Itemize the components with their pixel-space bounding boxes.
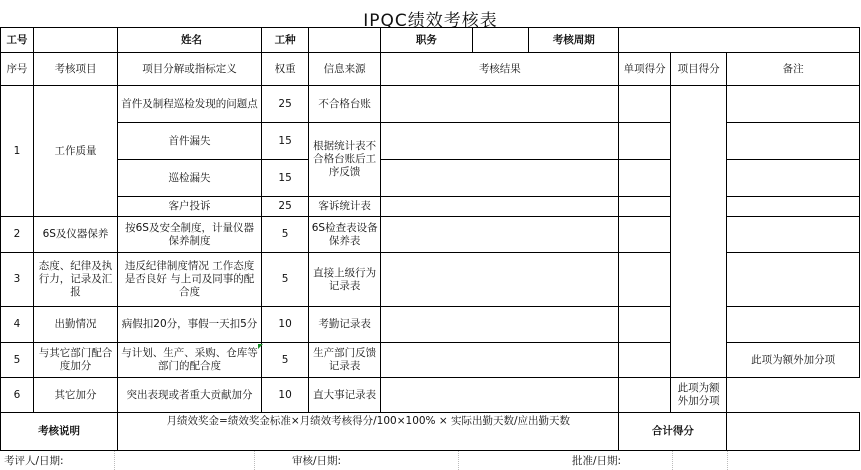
single-score-cell[interactable] bbox=[619, 343, 670, 378]
assessment-item: 其它加分 bbox=[33, 378, 117, 413]
job-type-value[interactable] bbox=[309, 28, 381, 53]
result-cell[interactable] bbox=[381, 86, 619, 123]
result-cell[interactable] bbox=[381, 307, 619, 343]
weight-value: 5 bbox=[261, 253, 308, 307]
table-row bbox=[1, 217, 860, 253]
reviewer-signature: 审核/日期: bbox=[292, 455, 342, 467]
footer-gridline bbox=[458, 451, 459, 470]
weight-value: 15 bbox=[261, 160, 308, 197]
weight-value: 5 bbox=[261, 217, 308, 253]
item-score-cell[interactable] bbox=[670, 86, 727, 378]
cell-comment-marker bbox=[258, 344, 263, 349]
weight-value: 5 bbox=[261, 343, 308, 378]
summary-formula: 月绩效奖金=绩效奖金标准×月绩效考核得分/100×100% × 实际出勤天数/应出勤天数 bbox=[118, 413, 619, 451]
info-source: 6S检查表设备保养表 bbox=[309, 217, 381, 253]
period-value[interactable] bbox=[619, 28, 860, 53]
info-source: 考勤记录表 bbox=[309, 307, 381, 343]
assessment-item: 态度、纪律及执行力，记录及汇报 bbox=[33, 253, 117, 307]
summary-row bbox=[1, 413, 860, 451]
result-cell[interactable] bbox=[381, 378, 619, 413]
indicator-definition: 与计划、生产、采购、仓库等部门的配合度 bbox=[118, 343, 262, 378]
result-cell[interactable] bbox=[381, 253, 619, 307]
result-cell[interactable] bbox=[381, 197, 619, 217]
col-header-definition: 项目分解或指标定义 bbox=[118, 53, 262, 86]
footer-gridline bbox=[727, 451, 728, 470]
info-source: 根据统计表不合格台账后工序反馈 bbox=[309, 123, 381, 197]
result-cell[interactable] bbox=[381, 123, 619, 160]
footer-gridline bbox=[254, 451, 255, 470]
position-label: 职务 bbox=[381, 28, 472, 53]
note-cell bbox=[727, 86, 860, 123]
note-cell: 此项为额外加分项 bbox=[670, 378, 727, 413]
weight-value: 10 bbox=[261, 307, 308, 343]
info-source: 生产部门反馈记录表 bbox=[309, 343, 381, 378]
name-label: 姓名 bbox=[118, 28, 262, 53]
single-score-cell[interactable] bbox=[619, 160, 670, 197]
result-cell[interactable] bbox=[381, 217, 619, 253]
info-source: 直大事记录表 bbox=[309, 378, 381, 413]
indicator-definition: 巡检漏失 bbox=[118, 160, 262, 197]
note-cell bbox=[727, 253, 860, 307]
table-row bbox=[1, 197, 860, 217]
job-type-label: 工种 bbox=[261, 28, 308, 53]
weight-value: 15 bbox=[261, 123, 308, 160]
note-cell bbox=[727, 217, 860, 253]
weight-value: 25 bbox=[261, 197, 308, 217]
note-cell: 此项为额外加分项 bbox=[727, 343, 860, 378]
indicator-definition: 突出表现或者重大贡献加分 bbox=[118, 378, 262, 413]
result-cell[interactable] bbox=[381, 343, 619, 378]
note-cell bbox=[727, 307, 860, 343]
table-row bbox=[1, 123, 860, 160]
total-score-label: 合计得分 bbox=[619, 413, 727, 451]
col-header-note: 备注 bbox=[727, 53, 860, 86]
employee-id-label: 工号 bbox=[1, 28, 34, 53]
single-score-cell[interactable] bbox=[619, 378, 670, 413]
footer-gridline bbox=[672, 451, 673, 470]
row-number: 6 bbox=[1, 378, 34, 413]
indicator-definition: 首件及制程巡检发现的问题点 bbox=[118, 86, 262, 123]
header-info-row bbox=[1, 28, 860, 53]
single-score-cell[interactable] bbox=[619, 197, 670, 217]
indicator-definition: 按6S及安全制度，计量仪器保养制度 bbox=[118, 217, 262, 253]
assessment-item: 与其它部门配合度加分 bbox=[33, 343, 117, 378]
row-number: 3 bbox=[1, 253, 34, 307]
result-cell[interactable] bbox=[381, 160, 619, 197]
table-row bbox=[1, 307, 860, 343]
table-row bbox=[1, 378, 860, 413]
row-number: 5 bbox=[1, 343, 34, 378]
table-row bbox=[1, 253, 860, 307]
sheet-title: IPQC绩效考核表 bbox=[363, 11, 498, 31]
note-cell bbox=[727, 160, 860, 197]
row-number: 1 bbox=[1, 86, 34, 217]
assessor-signature: 考评人/日期: bbox=[4, 455, 64, 467]
info-source: 客诉统计表 bbox=[309, 197, 381, 217]
indicator-definition: 客户投诉 bbox=[118, 197, 262, 217]
assessment-item: 工作质量 bbox=[33, 86, 117, 217]
weight-value: 25 bbox=[261, 86, 308, 123]
col-header-item: 考核项目 bbox=[33, 53, 117, 86]
row-number: 2 bbox=[1, 217, 34, 253]
table-row bbox=[1, 160, 860, 197]
position-value[interactable] bbox=[472, 28, 529, 53]
single-score-cell[interactable] bbox=[619, 86, 670, 123]
assessment-item: 出勤情况 bbox=[33, 307, 117, 343]
weight-value: 10 bbox=[261, 378, 308, 413]
assessment-table bbox=[0, 27, 860, 451]
table-row bbox=[1, 86, 860, 123]
note-cell bbox=[727, 197, 860, 217]
info-source: 不合格台账 bbox=[309, 86, 381, 123]
row-number: 4 bbox=[1, 307, 34, 343]
col-header-item-score: 项目得分 bbox=[670, 53, 727, 86]
info-source: 直接上级行为记录表 bbox=[309, 253, 381, 307]
single-score-cell[interactable] bbox=[619, 217, 670, 253]
note-cell bbox=[727, 123, 860, 160]
col-header-single-score: 单项得分 bbox=[619, 53, 670, 86]
col-header-source: 信息来源 bbox=[309, 53, 381, 86]
single-score-cell[interactable] bbox=[619, 253, 670, 307]
col-header-no: 序号 bbox=[1, 53, 34, 86]
single-score-cell[interactable] bbox=[619, 123, 670, 160]
period-label: 考核周期 bbox=[529, 28, 619, 53]
indicator-definition: 病假扣20分，事假一天扣5分 bbox=[118, 307, 262, 343]
column-header-row bbox=[1, 53, 860, 86]
col-header-weight: 权重 bbox=[261, 53, 308, 86]
col-header-result: 考核结果 bbox=[381, 53, 619, 86]
employee-id-value[interactable] bbox=[33, 28, 117, 53]
approver-signature: 批准/日期: bbox=[572, 455, 622, 467]
single-score-cell[interactable] bbox=[619, 307, 670, 343]
assessment-item: 6S及仪器保养 bbox=[33, 217, 117, 253]
indicator-definition: 首件漏失 bbox=[118, 123, 262, 160]
indicator-definition: 违反纪律制度情况 工作态度是否良好 与上司及同事的配合度 bbox=[118, 253, 262, 307]
signature-footer bbox=[0, 451, 861, 470]
footer-gridline bbox=[114, 451, 115, 470]
summary-label: 考核说明 bbox=[1, 413, 118, 451]
table-row bbox=[1, 343, 860, 378]
total-score-value[interactable] bbox=[727, 413, 860, 451]
